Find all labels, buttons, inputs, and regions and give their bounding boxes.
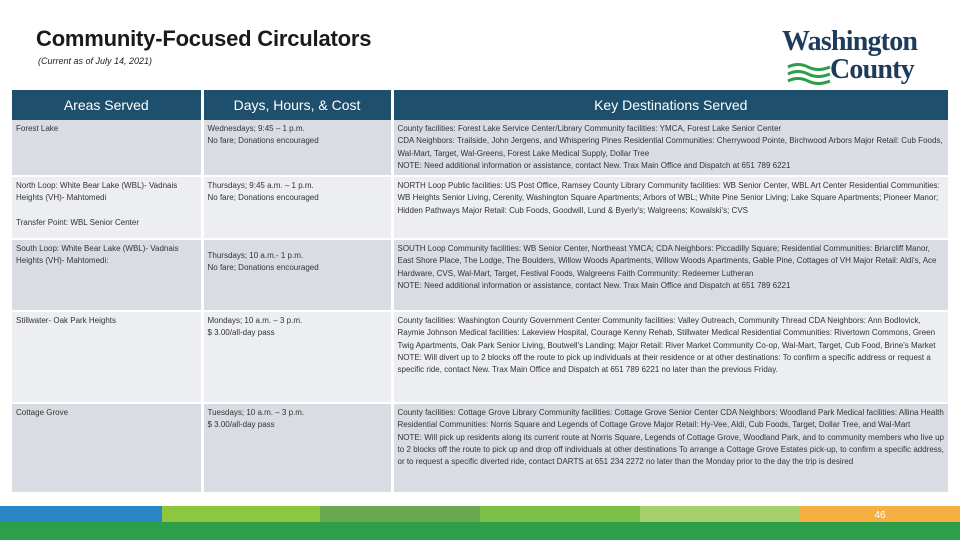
cell-destinations — [392, 239, 948, 311]
cell-days — [202, 120, 392, 176]
area-text: Forest Lake — [16, 124, 59, 133]
cost-text: No fare; Donations encouraged — [207, 136, 319, 146]
note-text: NOTE: Will divert up to 2 blocks off the route to pick up individuals at their residence or at other destinations: To confirm a specific address or request a specific ride, contact New. Trax Main Office and Dispatch at 651 789 6221 no later than the previous Friday. — [397, 353, 931, 375]
area-text: North Loop: White Bear Lake (WBL)- Vadnais Heights (VH)- Mahtomedi — [16, 181, 178, 203]
column-header-destinations: Key Destinations Served — [392, 90, 948, 120]
page-title: Community-Focused Circulators — [36, 26, 372, 51]
days-text: Mondays; 10 a.m. – 3 p.m. — [207, 316, 303, 326]
cell-destinations — [392, 120, 948, 176]
cell-area — [12, 403, 202, 493]
table-row — [12, 120, 948, 176]
transfer-point-text: Transfer Point: WBL Senior Center — [16, 217, 140, 227]
column-header-areas: Areas Served — [12, 90, 202, 120]
circulators-table — [12, 90, 948, 494]
table-row — [12, 403, 948, 493]
footer-segment — [162, 506, 320, 522]
cell-area — [12, 311, 202, 403]
days-text: Tuesdays; 10 a.m. – 3 p.m. — [207, 408, 305, 418]
footer-bottom-band — [0, 522, 960, 540]
area-text: Cottage Grove — [16, 408, 69, 418]
logo-line2: County — [830, 54, 914, 85]
cost-text: $ 3.00/all-day pass — [207, 328, 275, 338]
cell-area — [12, 239, 202, 311]
cell-area — [12, 120, 202, 176]
destinations-text: County facilities: Forest Lake Service Center/Library Community facilities: YMCA, Forest Lake Senior Center — [397, 124, 782, 133]
washington-county-logo — [782, 24, 948, 90]
destinations-text: County facilities: Cottage Grove Library Community facilities: Cottage Grove Senior Center CDA Neighbors: Woodland Park Medical facilities: Allina Health Residential Communities: Norris Square and Legends of Cottage Grove Major Retail: Hy-Vee, Aldi, Cub Foods, Target, Dollar Tree, and Wal-Mart — [397, 408, 944, 430]
footer-segment — [640, 506, 800, 522]
area-text: Stillwater- Oak Park Heights — [16, 316, 117, 326]
page-number: 46 — [874, 510, 886, 521]
cell-destinations — [392, 311, 948, 403]
column-header-days: Days, Hours, & Cost — [202, 90, 392, 120]
table-row — [12, 239, 948, 311]
footer-segment — [320, 506, 480, 522]
destinations-text: SOUTH Loop Community facilities: WB Senior Center, Northeast YMCA; CDA Neighbors: Piccadilly Square; Residential Communities: Briarcliff Manor, East Shore Place, The Lodge, The Boulders, Willow Woods Apartments, Willow Woods Apartments, Gable Pine, Cottages of VH Major Retail: Aldi's, Ace Hardware, CVS, Wal-Mart, Target, Festival Foods, Walgreens Faith Community: Redeemer Lutheran — [397, 244, 937, 278]
table-row — [12, 176, 948, 239]
destinations-text: CDA Neighbors: Trailside, John Jergens, and Whispering Pines Residential Communities: Cherrywood Pointe, Birchwood Arbors Major Retail: Cub Foods, Wal-Mart, Target, Wal-Greens, Forest Lake Medical Supply, Dollar Tree — [397, 136, 943, 158]
cell-area — [12, 176, 202, 239]
logo-waves-icon — [786, 62, 832, 86]
table-row — [12, 311, 948, 403]
note-text: NOTE: Will pick up residents along its current route at Norris Square, Legends of Cottage Grove, Woodland Park, and to community members who live up to 2 blocks off the route to pick up and drop off individuals at other destinations To arrange a Cottage Grove Estates pick-up, to confirm a specific address, or to request a specific diverted ride, contact DARTS at 651 234 2272 no later than the Monday prior to the day the trip is desired — [397, 432, 944, 467]
table-header-row — [12, 90, 948, 120]
footer-bar — [0, 506, 960, 540]
cost-text: No fare; Donations encouraged — [207, 263, 319, 273]
note-text: NOTE: Need additional information or assistance, contact New. Trax Main Office and Dispatch at 651 789 6221 — [397, 160, 791, 170]
days-text: Thursdays; 10 a.m.- 1 p.m. — [207, 251, 304, 261]
cell-days — [202, 403, 392, 493]
page-subtitle: (Current as of July 14, 2021) — [38, 56, 153, 66]
cell-days — [202, 239, 392, 311]
cell-days — [202, 176, 392, 239]
cell-destinations — [392, 403, 948, 493]
cell-days — [202, 311, 392, 403]
note-text: NOTE: Need additional information or assistance, contact New. Trax Main Office and Dispatch at 651 789 6221 — [397, 281, 791, 291]
cost-text: $ 3.00/all-day pass — [207, 420, 275, 430]
area-text: South Loop: White Bear Lake (WBL)- Vadnais Heights (VH)- Mahtomedi: — [16, 244, 179, 266]
logo-line1: Washington — [782, 26, 918, 57]
cost-text: No fare; Donations encouraged — [207, 193, 319, 203]
destinations-text: County facilities: Washington County Government Center Community facilities: Valley Outreach, Community Thread CDA Neighbors: Ann Bodlovick, Raymie Johnson Medical facilities: Lakeview Hospital, Courage Kenny Rehab, Stillwater Medical Residential Communities: Rivertown Commons, Green Twig Apartments, Oak Park Senior Living, Boutwell's Landing; Major Retail: River Market Community Co-op, Wal-Mart, Target, Cub Food, Brine's Market — [397, 316, 936, 350]
destinations-text: NORTH Loop Public facilities: US Post Office, Ramsey County Library Community facilities: WB Senior Center, WBL Art Center Residential Communities: WB Heights Senior Living, Cerenity, Washington Square Apartments; Arbors of WBL; White Pine Senior Living; Lake Square Apartments; Pioneer Manor; Hidden Pathways Major Retail: Cub Foods, Goodwill, Lund & Byerly's; Walgreens; Kowalski's; CVS — [397, 181, 940, 215]
days-text: Wednesdays; 9:45 – 1 p.m. — [207, 124, 305, 133]
footer-segment — [0, 506, 162, 522]
days-text: Thursdays; 9:45 a.m. – 1 p.m. — [207, 181, 314, 191]
footer-segment — [480, 506, 640, 522]
cell-destinations — [392, 176, 948, 239]
